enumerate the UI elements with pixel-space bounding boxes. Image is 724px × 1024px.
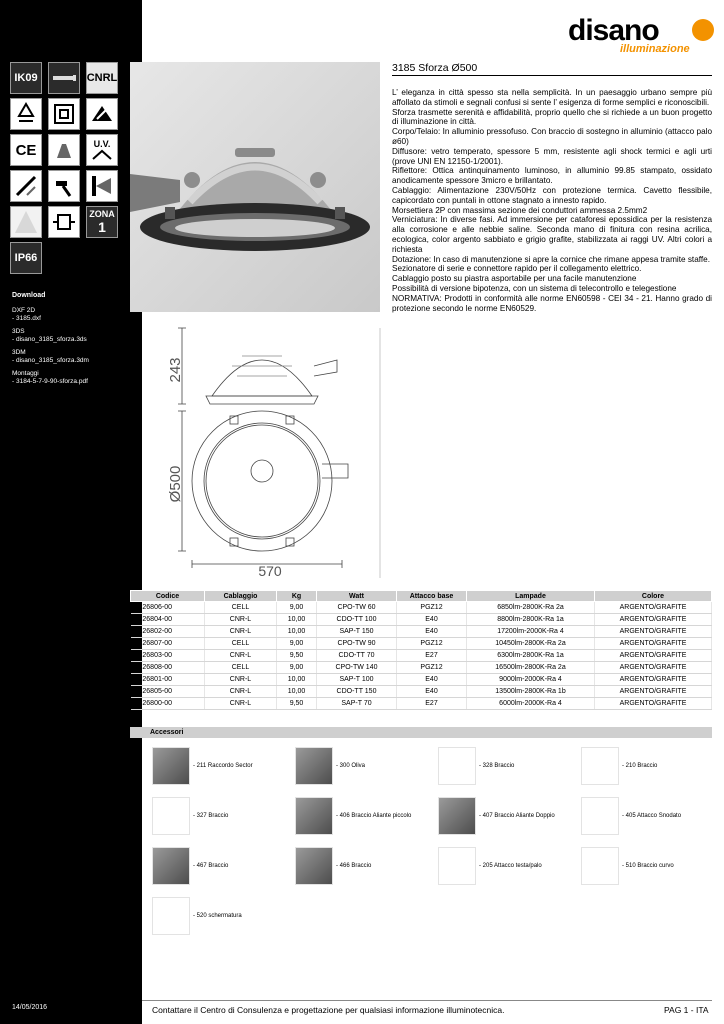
table-cell: ARGENTO/GRAFITE xyxy=(595,662,712,674)
accessory-thumbnail xyxy=(152,747,190,785)
table-cell: 9,00 xyxy=(277,602,317,614)
accessory-item[interactable] xyxy=(438,797,555,835)
accessory-thumbnail xyxy=(295,747,333,785)
accessory-label: - 520 schermatura xyxy=(193,913,242,919)
table-cell: 9,00 xyxy=(277,638,317,650)
table-cell: CNR-L xyxy=(205,698,277,710)
download-link-3dm[interactable]: - disano_3185_sforza.3dm xyxy=(12,357,89,364)
accessory-item[interactable] xyxy=(152,797,228,835)
table-row xyxy=(131,686,712,698)
table-cell: PGZ12 xyxy=(397,662,467,674)
table-row xyxy=(131,626,712,638)
table-cell: E40 xyxy=(397,626,467,638)
logo-wordmark: disano xyxy=(568,14,659,47)
table-cell: 9,50 xyxy=(277,650,317,662)
table-cell: E27 xyxy=(397,698,467,710)
footer-contact-text: Contattare il Centro di Consulenza e progettazione per qualsiasi informazione illuminotecnica. xyxy=(152,1005,505,1015)
accessory-item[interactable] xyxy=(438,747,514,785)
table-cell: SAP-T 70 xyxy=(317,698,397,710)
table-cell: 16500lm-2800K-Ra 2a xyxy=(467,662,595,674)
surface-mount-icon xyxy=(86,98,118,130)
document-date: 14/05/2016 xyxy=(12,1004,48,1011)
desc-paragraph: Cablaggio: Alimentazione 230V/50Hz con protezione termica. Cavetto flessibile, capicordato con puntali in ottone stagnato a innesto rapido. xyxy=(392,185,712,205)
accessory-thumbnail xyxy=(152,897,190,935)
table-row xyxy=(131,674,712,686)
accessory-thumbnail xyxy=(152,847,190,885)
table-cell: 326801-00 xyxy=(131,674,205,686)
col-codice: Codice xyxy=(131,591,205,602)
zona-number: 1 xyxy=(98,219,106,235)
table-cell: CNR-L xyxy=(205,614,277,626)
accessory-thumbnail xyxy=(581,797,619,835)
gloves-icon xyxy=(48,134,80,166)
table-row xyxy=(131,614,712,626)
double-insulation-icon xyxy=(48,98,80,130)
table-cell: 326802-00 xyxy=(131,626,205,638)
download-link-montaggi[interactable]: - 3184-5-7-9-90-sforza.pdf xyxy=(12,378,88,385)
table-cell: 9000lm-2000K-Ra 4 xyxy=(467,674,595,686)
product-codes-table xyxy=(130,590,712,710)
table-cell: CELL xyxy=(205,602,277,614)
table-cell: CDO-TT 150 xyxy=(317,686,397,698)
dim-height: 243 xyxy=(167,357,184,383)
table-cell: ARGENTO/GRAFITE xyxy=(595,698,712,710)
accessories-heading: Accessori xyxy=(130,727,712,738)
table-row xyxy=(131,698,712,710)
desc-paragraph: L’ eleganza in città spesso sta nella semplicità. In un paesaggio urbano sempre più affollato da stimoli e segnali confusi si sente l’ esigenza di forme semplici e riconoscibili. xyxy=(392,88,712,107)
uv-badge xyxy=(86,134,118,166)
table-cell: 326806-00 xyxy=(131,602,205,614)
table-cell: E40 xyxy=(397,686,467,698)
footer-divider xyxy=(142,1000,712,1001)
table-row xyxy=(131,662,712,674)
col-watt: Watt xyxy=(317,591,397,602)
table-cell: CNR-L xyxy=(205,686,277,698)
table-cell: ARGENTO/GRAFITE xyxy=(595,638,712,650)
download-section xyxy=(12,292,137,391)
ik09-badge: IK09 xyxy=(10,62,42,94)
zona-label: ZONA xyxy=(89,209,115,219)
table-cell: ARGENTO/GRAFITE xyxy=(595,686,712,698)
table-header-row xyxy=(131,591,712,602)
accessory-label: - 406 Braccio Aliante piccolo xyxy=(336,813,412,819)
hammer-icon xyxy=(48,170,80,202)
accessory-thumbnail xyxy=(438,747,476,785)
accessory-item[interactable] xyxy=(152,897,242,935)
table-cell: CDO-TT 70 xyxy=(317,650,397,662)
table-cell: 9,50 xyxy=(277,698,317,710)
table-cell: E40 xyxy=(397,614,467,626)
accessory-item[interactable] xyxy=(581,797,681,835)
table-row xyxy=(131,650,712,662)
accessory-label: - 467 Braccio xyxy=(193,863,229,869)
table-cell: 326804-00 xyxy=(131,614,205,626)
col-colore: Colore xyxy=(595,591,712,602)
product-title: 3185 Sforza Ø500 xyxy=(392,62,478,74)
recycle-icon xyxy=(10,98,42,130)
accessory-label: - 510 Braccio curvo xyxy=(622,863,674,869)
download-label-3dm: 3DM xyxy=(12,349,26,356)
accessory-thumbnail xyxy=(581,847,619,885)
accessory-thumbnail xyxy=(438,847,476,885)
table-cell: 17200lm-2000K-Ra 4 xyxy=(467,626,595,638)
accessory-item[interactable] xyxy=(295,847,371,885)
table-cell: PGZ12 xyxy=(397,638,467,650)
wall-bracket-icon xyxy=(86,170,118,202)
accessory-item[interactable] xyxy=(581,747,657,785)
table-cell: ARGENTO/GRAFITE xyxy=(595,602,712,614)
title-divider xyxy=(392,75,712,76)
accessory-label: - 407 Braccio Aliante Doppio xyxy=(479,813,555,819)
accessory-label: - 328 Braccio xyxy=(479,763,515,769)
desc-paragraph: NORMATIVA: Prodotti in conformità alle norme EN60598 - CEI 34 - 21. Hanno grado di protezione secondo le norme EN60529. xyxy=(392,293,712,313)
accessory-thumbnail xyxy=(295,847,333,885)
download-label-dxf: DXF 2D xyxy=(12,307,36,314)
table-cell: ARGENTO/GRAFITE xyxy=(595,674,712,686)
logo-subtitle: illuminazione xyxy=(620,43,690,55)
technical-drawing xyxy=(142,326,382,578)
accessory-item[interactable] xyxy=(295,797,411,835)
accessory-thumbnail xyxy=(295,797,333,835)
table-row xyxy=(131,638,712,650)
accessory-label: - 205 Attacco testa/palo xyxy=(479,863,542,869)
table-cell: 6300lm-2800K-Ra 1a xyxy=(467,650,595,662)
desc-paragraph: Sforza trasmette serenità e affidabilità, proprio quello che si richiede a un buon progetto di illuminazione in città. xyxy=(392,107,712,127)
dim-width: 570 xyxy=(258,563,282,578)
table-cell: 6000lm-2000K-Ra 4 xyxy=(467,698,595,710)
desc-paragraph: Morsettiera 2P con massima sezione dei conduttori ammessa 2.5mm2 xyxy=(392,205,648,215)
table-cell: 10450lm-2800K-Ra 2a xyxy=(467,638,595,650)
desc-paragraph: Riflettore: Ottica antinquinamento luminoso, in alluminio 99.85 stampato, ossidato anodicamente spessore 3micro e brillantato. xyxy=(392,166,712,186)
download-link-dxf[interactable]: - 3185.dxf xyxy=(12,315,41,322)
accessory-item[interactable] xyxy=(438,847,542,885)
table-cell: CNR-L xyxy=(205,674,277,686)
table-cell: 6850lm-2800K-Ra 2a xyxy=(467,602,595,614)
table-cell: CELL xyxy=(205,638,277,650)
accessory-item[interactable] xyxy=(581,847,674,885)
table-cell: CNR-L xyxy=(205,650,277,662)
accessory-item[interactable] xyxy=(152,747,253,785)
table-cell: 13500lm-2800K-Ra 1b xyxy=(467,686,595,698)
table-cell: 326807-00 xyxy=(131,638,205,650)
accessory-thumbnail xyxy=(152,797,190,835)
table-cell: CDO-TT 100 xyxy=(317,614,397,626)
download-label-montaggi: Montaggi xyxy=(12,370,39,377)
desc-paragraph: Possibilità di versione bipotenza, con un sistema di telecontrollo e telegestione xyxy=(392,283,677,293)
table-cell: E40 xyxy=(397,674,467,686)
table-cell: ARGENTO/GRAFITE xyxy=(595,614,712,626)
download-heading: Download xyxy=(12,292,46,299)
col-kg: Kg xyxy=(277,591,317,602)
table-cell: 326808-00 xyxy=(131,662,205,674)
accessory-label: - 300 Oliva xyxy=(336,763,366,769)
ce-mark-icon: CE xyxy=(10,134,42,166)
table-cell: 326805-00 xyxy=(131,686,205,698)
desc-paragraph: Sezionatore di serie e connettore rapido per il collegamento elettrico. xyxy=(392,264,642,274)
table-cell: SAP-T 100 xyxy=(317,674,397,686)
page-number: PAG 1 - ITA xyxy=(664,1005,709,1015)
table-cell: 10,00 xyxy=(277,614,317,626)
table-cell: 10,00 xyxy=(277,686,317,698)
table-cell: CPO-TW 60 xyxy=(317,602,397,614)
dim-diameter: Ø500 xyxy=(167,465,184,503)
desc-paragraph: Dotazione: In caso di manutenzione si apre la cornice che rimane appesa tramite staffe. xyxy=(392,254,710,264)
uv-label: U.V. xyxy=(93,139,111,149)
cnrl-badge: CNRL xyxy=(86,62,118,94)
table-cell: SAP-T 150 xyxy=(317,626,397,638)
product-description xyxy=(392,88,712,313)
accessory-label: - 210 Braccio xyxy=(622,763,658,769)
table-cell: 326803-00 xyxy=(131,650,205,662)
table-cell: CNR-L xyxy=(205,626,277,638)
desc-paragraph: Cablaggio posto su piastra asportabile per una facile manutenzione xyxy=(392,274,637,284)
desc-paragraph: Corpo/Telaio: In alluminio pressofuso. Con braccio di sostegno in alluminio (attacco palo ø60) xyxy=(392,127,712,146)
desc-paragraph: Diffusore: vetro temperato, spessore 5 mm, resistente agli shock termici e agli urti (prove UNI EN 12150-1/2001). xyxy=(392,146,712,166)
table-cell: CELL xyxy=(205,662,277,674)
installation-tool-icon xyxy=(10,170,42,202)
table-cell: CPO-TW 140 xyxy=(317,662,397,674)
table-cell: 326800-00 xyxy=(131,698,205,710)
accessory-label: - 405 Attacco Snodato xyxy=(622,813,682,819)
disano-logo xyxy=(568,12,716,56)
table-cell: ARGENTO/GRAFITE xyxy=(595,650,712,662)
download-label-3ds: 3DS xyxy=(12,328,25,335)
accessory-label: - 327 Braccio xyxy=(193,813,229,819)
light-beam-icon xyxy=(10,206,42,238)
table-cell: 10,00 xyxy=(277,674,317,686)
table-cell: 10,00 xyxy=(277,626,317,638)
desc-paragraph: Verniciatura: In diverse fasi. Ad immersione per cataforesi epossidica per la resistenza alla corrosione e alle nebbie saline. Seconda mano di finitura con resina acrilica, ecologica, color argento sabbiato e grigio grafite, stabilizzata ai raggi UV. Altri colori a richiesta xyxy=(392,215,712,254)
connector-icon xyxy=(48,206,80,238)
col-attacco: Attacco base xyxy=(397,591,467,602)
table-cell: 8800lm-2800K-Ra 1a xyxy=(467,614,595,626)
table-cell: CPO-TW 90 xyxy=(317,638,397,650)
download-link-3ds[interactable]: - disano_3185_sforza.3ds xyxy=(12,336,87,343)
accessory-item[interactable] xyxy=(152,847,228,885)
accessory-item[interactable] xyxy=(295,747,365,785)
table-cell: PGZ12 xyxy=(397,602,467,614)
sidebar xyxy=(0,0,142,1024)
accessory-label: - 466 Braccio xyxy=(336,863,372,869)
table-cell: 9,00 xyxy=(277,662,317,674)
ip66-badge: IP66 xyxy=(10,242,42,274)
col-lampade: Lampade xyxy=(467,591,595,602)
lamp-tube-icon xyxy=(48,62,80,94)
col-cablaggio: Cablaggio xyxy=(205,591,277,602)
product-photo xyxy=(130,62,380,312)
zona1-badge xyxy=(86,206,118,238)
accessory-thumbnail xyxy=(438,797,476,835)
accessory-thumbnail xyxy=(581,747,619,785)
table-cell: E27 xyxy=(397,650,467,662)
table-cell: ARGENTO/GRAFITE xyxy=(595,626,712,638)
accessory-label: - 211 Raccordo Sector xyxy=(193,763,253,769)
table-row xyxy=(131,602,712,614)
